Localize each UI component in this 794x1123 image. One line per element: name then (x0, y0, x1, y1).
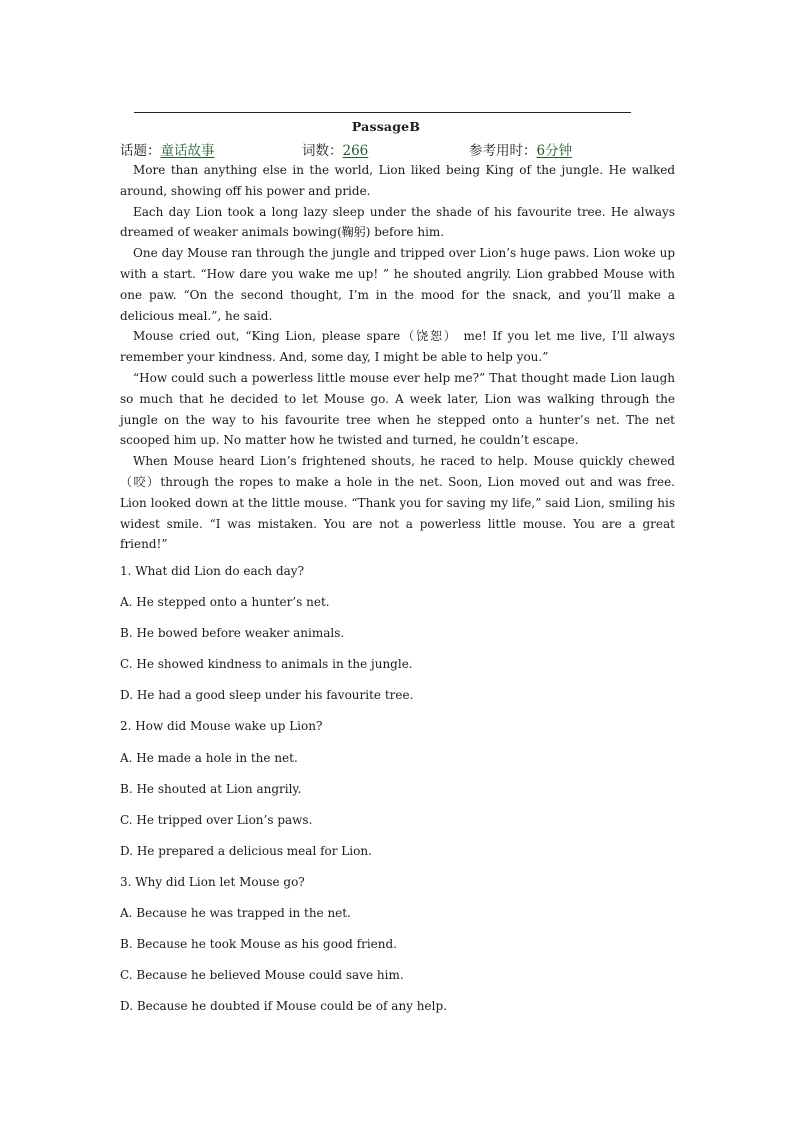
answer-option: D. He had a good sleep under his favourite tree. (120, 688, 414, 703)
passage-meta (120, 139, 675, 159)
paragraph: More than anything else in the world, Lion liked being King of the jungle. He walked around, showing off his power and pride. (120, 163, 675, 198)
paragraph: Each day Lion took a long lazy sleep under the shade of his favourite tree. He always dreamed of weaker animals bowing(鞠躬) before him. (120, 204, 675, 240)
paragraph: Mouse cried out, “King Lion, please spare（饶恕） me! If you let me live, I’ll always remember your kindness. And, some day, I might be able to help you.” (120, 329, 675, 365)
word-count-meta (302, 139, 368, 159)
answer-option: D. Because he doubted if Mouse could be of any help. (120, 999, 447, 1014)
question-stem: 2. How did Mouse wake up Lion? (120, 719, 323, 734)
paragraph: “How could such a powerless little mouse ever help me?” That thought made Lion laugh so much that he decided to let Mouse go. A week later, Lion was walking through the jungle on the way to his favourite tree when he stepped onto a hunter’s net. The net scooped him up. No matter how he twisted and turned, he couldn’t escape. (120, 370, 675, 448)
topic-meta (120, 139, 215, 159)
word-count-value: 266 (342, 143, 369, 159)
answer-option: C. He showed kindness to animals in the jungle. (120, 657, 413, 672)
answer-option: B. Because he took Mouse as his good friend. (120, 937, 397, 952)
time-meta (469, 139, 572, 159)
answer-option: D. He prepared a delicious meal for Lion. (120, 843, 372, 858)
time-value: 6分钟 (536, 143, 573, 159)
answer-option: B. He bowed before weaker animals. (120, 626, 345, 641)
time-label: 参考用时： (469, 143, 537, 159)
question-stem: 1. What did Lion do each day? (120, 564, 304, 578)
answer-option: A. He stepped onto a hunter’s net. (120, 595, 330, 610)
answer-option: B. He shouted at Lion angrily. (120, 781, 302, 796)
word-count-label: 词数： (302, 143, 343, 159)
paragraph: When Mouse heard Lion’s frightened shouts, he raced to help. Mouse quickly chewed（咬）through the ropes to make a hole in the net. Soon, Lion moved out and was free. Lion looked down at the little mouse. “Thank you for saving my life,” said Lion, smiling his widest smile. “I was mistaken. You are not a powerless little mouse. You are a great friend!” (120, 454, 675, 552)
topic-value: 童话故事 (160, 143, 215, 159)
answer-option: C. He tripped over Lion’s paws. (120, 812, 313, 827)
question-list (120, 561, 675, 1027)
answer-option: A. Because he was trapped in the net. (120, 906, 351, 921)
passage-title: PassageB (351, 119, 421, 134)
answer-option: A. He made a hole in the net. (120, 750, 298, 765)
topic-label: 话题： (120, 143, 161, 159)
answer-option: C. Because he believed Mouse could save him. (120, 968, 404, 983)
question-stem: 3. Why did Lion let Mouse go? (120, 874, 305, 889)
paragraph: One day Mouse ran through the jungle and tripped over Lion’s huge paws. Lion woke up with a start. “How dare you wake me up! ” he shouted angrily. Lion grabbed Mouse with one paw. “On the second thought, I’m in the mood for the snack, and you’ll make a delicious meal.”, he said. (120, 246, 675, 323)
passage-body (120, 160, 675, 555)
top-divider (134, 112, 631, 113)
